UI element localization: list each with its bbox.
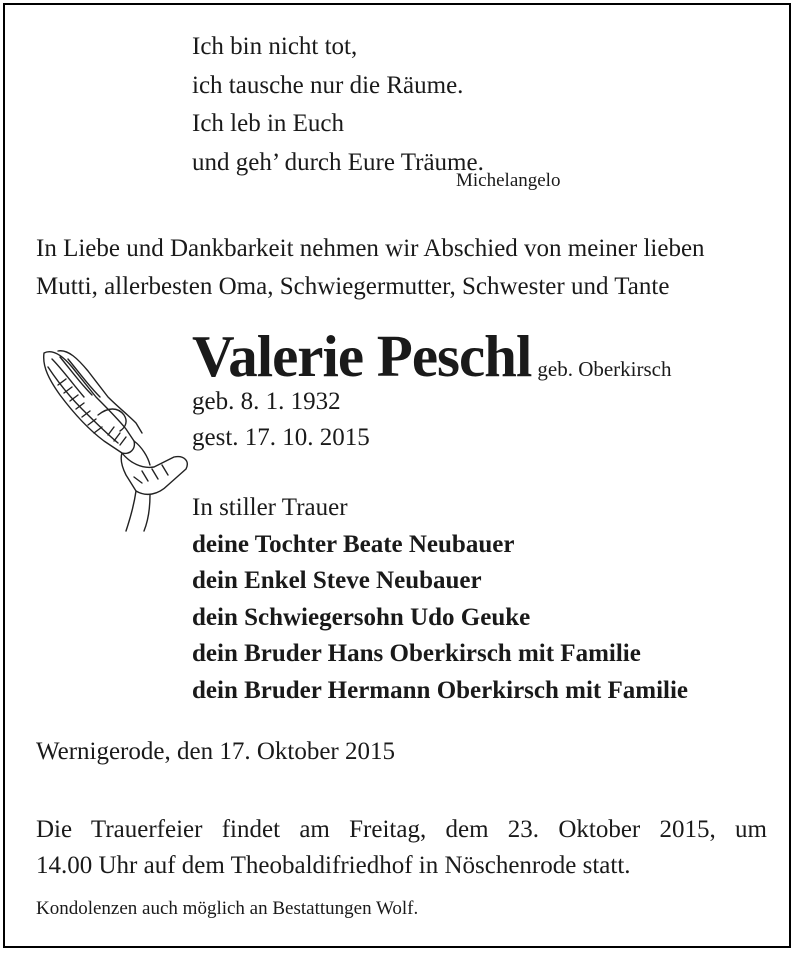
poem-author: Michelangelo bbox=[456, 170, 561, 191]
deceased-name: Valerie Peschl bbox=[192, 323, 532, 389]
poem-line-4: und geh’ durch Eure Träume. bbox=[192, 148, 484, 176]
maiden-name: geb. Oberkirsch bbox=[537, 357, 672, 381]
place-date: Wernigerode, den 17. Oktober 2015 bbox=[36, 738, 395, 765]
mourner-4: dein Bruder Hans Oberkirsch mit Familie bbox=[192, 640, 641, 667]
ceremony-info bbox=[36, 812, 767, 884]
poem-line-1: Ich bin nicht tot, bbox=[192, 33, 358, 60]
birth-date: geb. 8. 1. 1932 bbox=[192, 388, 341, 415]
mourner-2: dein Enkel Steve Neubauer bbox=[192, 567, 482, 594]
poem bbox=[192, 28, 484, 182]
death-date: gest. 17. 10. 2015 bbox=[192, 424, 370, 451]
intro-text bbox=[36, 230, 705, 306]
mourner-3: dein Schwiegersohn Udo Geuke bbox=[192, 603, 531, 631]
deceased-name-row bbox=[192, 322, 672, 391]
ceremony-line-2: 14.00 Uhr auf dem Theobaldifriedhof in Nöschenrode statt. bbox=[36, 852, 631, 879]
intro-line-1: In Liebe und Dankbarkeit nehmen wir Abschied von meiner lieben bbox=[36, 235, 705, 262]
mourner-1: deine Tochter Beate Neubauer bbox=[192, 530, 515, 558]
mourners-block bbox=[192, 490, 688, 709]
poem-line-2: ich tausche nur die Räume. bbox=[192, 71, 464, 99]
praying-hands-icon bbox=[38, 345, 193, 535]
poem-line-3: Ich leb in Euch bbox=[192, 110, 345, 137]
condolence-note: Kondolenzen auch möglich an Bestattungen Wolf. bbox=[36, 898, 419, 919]
mourners-heading: In stiller Trauer bbox=[192, 494, 348, 521]
life-dates bbox=[192, 384, 370, 456]
mourner-5: dein Bruder Hermann Oberkirsch mit Familie bbox=[192, 676, 689, 704]
ceremony-line-1: Die Trauerfeier findet am Freitag, dem 23. Oktober 2015, um bbox=[36, 816, 767, 843]
intro-line-2: Mutti, allerbesten Oma, Schwiegermutter, Schwester und Tante bbox=[36, 273, 670, 300]
